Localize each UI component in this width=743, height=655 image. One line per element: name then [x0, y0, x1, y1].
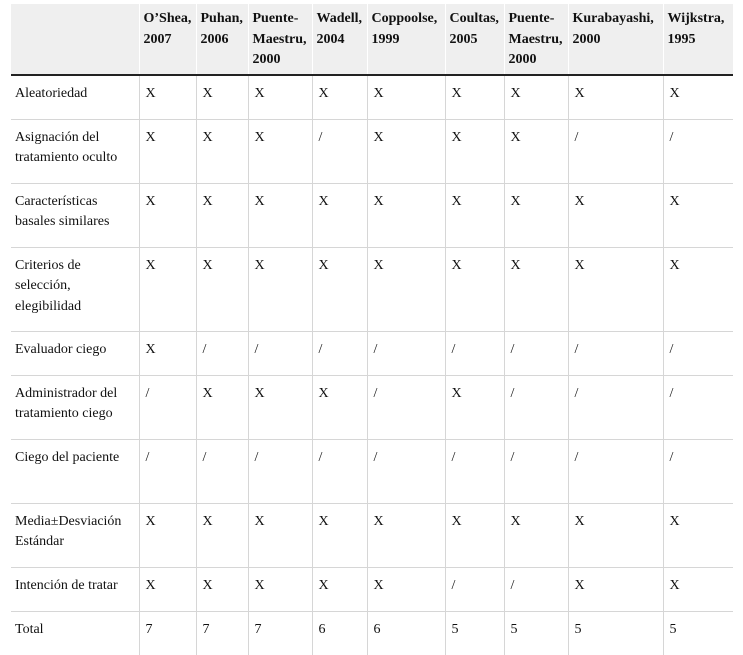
value-cell: X [196, 183, 248, 247]
criterion-cell: Administrador del tratamiento ciego [11, 375, 139, 439]
value-cell: / [663, 331, 733, 375]
value-cell: 5 [504, 611, 568, 655]
value-cell: 5 [663, 611, 733, 655]
value-cell: X [504, 75, 568, 120]
value-cell: / [139, 439, 196, 503]
value-cell: X [312, 75, 367, 120]
table-row [11, 375, 733, 439]
value-cell: X [568, 567, 663, 611]
value-cell: / [367, 375, 445, 439]
table-row [11, 611, 733, 655]
criterion-cell: Intención de tratar [11, 567, 139, 611]
value-cell: X [504, 247, 568, 331]
value-cell: 6 [367, 611, 445, 655]
value-cell: X [312, 567, 367, 611]
value-cell: 7 [248, 611, 312, 655]
value-cell: X [663, 503, 733, 567]
value-cell: / [504, 331, 568, 375]
value-cell: X [312, 375, 367, 439]
value-cell: X [139, 119, 196, 183]
study-header: Puente-Maestru, 2000 [248, 4, 312, 75]
value-cell: X [139, 183, 196, 247]
value-cell: X [445, 503, 504, 567]
value-cell: X [504, 183, 568, 247]
value-cell: 6 [312, 611, 367, 655]
value-cell: / [568, 119, 663, 183]
value-cell: X [139, 75, 196, 120]
value-cell: X [663, 247, 733, 331]
study-header: Puhan, 2006 [196, 4, 248, 75]
value-cell: X [139, 567, 196, 611]
value-cell: / [312, 439, 367, 503]
value-cell: X [196, 247, 248, 331]
value-cell: / [663, 119, 733, 183]
value-cell: X [248, 503, 312, 567]
study-header: Coultas, 2005 [445, 4, 504, 75]
study-header: Kurabayashi, 2000 [568, 4, 663, 75]
value-cell: X [139, 503, 196, 567]
study-header: Puente-Maestru, 2000 [504, 4, 568, 75]
value-cell: / [196, 439, 248, 503]
value-cell: / [504, 439, 568, 503]
value-cell: X [196, 119, 248, 183]
value-cell: X [663, 567, 733, 611]
value-cell: X [312, 503, 367, 567]
value-cell: X [367, 567, 445, 611]
value-cell: X [196, 567, 248, 611]
value-cell: X [568, 75, 663, 120]
value-cell: X [504, 119, 568, 183]
study-header: Wadell, 2004 [312, 4, 367, 75]
criterion-cell: Total [11, 611, 139, 655]
value-cell: X [139, 247, 196, 331]
value-cell: X [312, 247, 367, 331]
study-header: Coppoolse, 1999 [367, 4, 445, 75]
value-cell: / [568, 331, 663, 375]
value-cell: 5 [445, 611, 504, 655]
value-cell: X [663, 183, 733, 247]
study-header: O’Shea, 2007 [139, 4, 196, 75]
value-cell: X [367, 75, 445, 120]
value-cell: 7 [196, 611, 248, 655]
value-cell: / [504, 375, 568, 439]
value-cell: / [312, 331, 367, 375]
criterion-cell: Criterios de selección, elegibilidad [11, 247, 139, 331]
value-cell: X [445, 119, 504, 183]
table-row [11, 439, 733, 503]
table-row [11, 75, 733, 120]
value-cell: / [568, 375, 663, 439]
value-cell: / [248, 439, 312, 503]
value-cell: X [312, 183, 367, 247]
table-body [11, 75, 733, 655]
value-cell: / [445, 331, 504, 375]
value-cell: X [248, 247, 312, 331]
value-cell: X [196, 75, 248, 120]
value-cell: X [445, 183, 504, 247]
value-cell: X [367, 247, 445, 331]
table-row [11, 119, 733, 183]
value-cell: X [367, 183, 445, 247]
value-cell: / [568, 439, 663, 503]
criterion-header [11, 4, 139, 75]
value-cell: X [568, 247, 663, 331]
value-cell: X [663, 75, 733, 120]
value-cell: X [248, 183, 312, 247]
value-cell: / [445, 567, 504, 611]
value-cell: X [445, 375, 504, 439]
value-cell: / [139, 375, 196, 439]
value-cell: / [504, 567, 568, 611]
header-row [11, 4, 733, 75]
value-cell: X [568, 503, 663, 567]
value-cell: / [445, 439, 504, 503]
value-cell: X [196, 375, 248, 439]
value-cell: X [248, 119, 312, 183]
value-cell: / [367, 331, 445, 375]
value-cell: X [504, 503, 568, 567]
value-cell: X [568, 183, 663, 247]
value-cell: X [445, 247, 504, 331]
criterion-cell: Ciego del paciente [11, 439, 139, 503]
value-cell: X [248, 567, 312, 611]
value-cell: X [248, 75, 312, 120]
criterion-cell: Características basales similares [11, 183, 139, 247]
value-cell: X [367, 503, 445, 567]
value-cell: X [248, 375, 312, 439]
value-cell: X [445, 75, 504, 120]
value-cell: 7 [139, 611, 196, 655]
table-row [11, 503, 733, 567]
table-row [11, 331, 733, 375]
value-cell: X [367, 119, 445, 183]
table-row [11, 183, 733, 247]
quality-assessment-table [11, 4, 733, 655]
table-row [11, 247, 733, 331]
value-cell: 5 [568, 611, 663, 655]
criterion-cell: Evaluador ciego [11, 331, 139, 375]
criterion-cell: Media±Desviación Estándar [11, 503, 139, 567]
criterion-cell: Aleatoriedad [11, 75, 139, 120]
value-cell: X [139, 331, 196, 375]
value-cell: / [248, 331, 312, 375]
study-header: Wijkstra, 1995 [663, 4, 733, 75]
value-cell: / [663, 439, 733, 503]
criterion-cell: Asignación del tratamiento oculto [11, 119, 139, 183]
value-cell: / [196, 331, 248, 375]
value-cell: / [312, 119, 367, 183]
value-cell: / [663, 375, 733, 439]
value-cell: / [367, 439, 445, 503]
value-cell: X [196, 503, 248, 567]
table-row [11, 567, 733, 611]
